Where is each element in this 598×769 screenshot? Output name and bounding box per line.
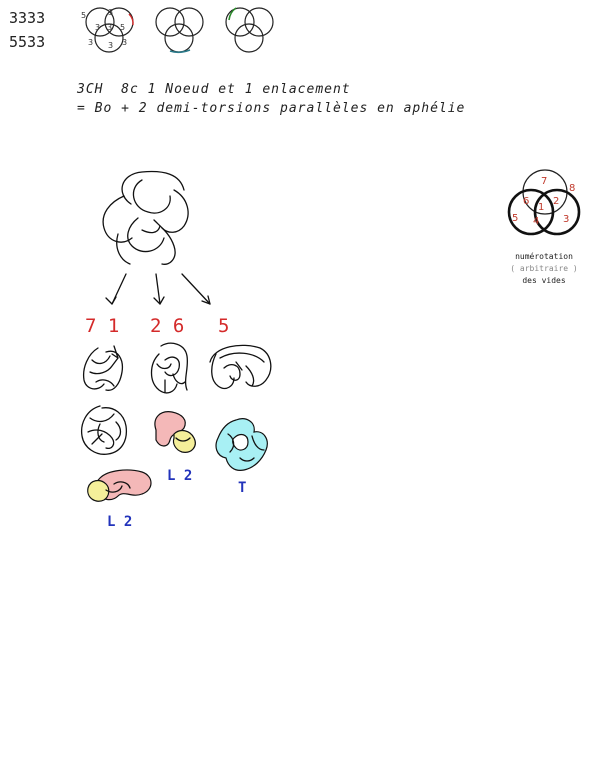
branch-number-right: 5 bbox=[218, 315, 230, 337]
branch-number-left: 7 1 bbox=[85, 315, 120, 337]
legend-line-1: numérotation bbox=[515, 252, 573, 261]
legend-line-3: des vides bbox=[522, 276, 566, 285]
linked-surface-right bbox=[214, 416, 270, 474]
region-number: 3 bbox=[107, 23, 113, 32]
code-5533: 5533 bbox=[9, 33, 46, 51]
region-number: 3 bbox=[108, 41, 114, 50]
borromean-diagram-numbered bbox=[78, 5, 144, 57]
borromean-diagram-green bbox=[218, 2, 284, 57]
surface-label-right: T bbox=[238, 480, 247, 496]
knot-5-diagram bbox=[206, 340, 274, 392]
linked-surface-left bbox=[84, 468, 156, 508]
linked-surface-middle bbox=[150, 408, 200, 454]
surface-label-middle: L 2 bbox=[167, 468, 193, 484]
knot-71-diagram bbox=[78, 342, 128, 394]
borromean-diagram-teal bbox=[148, 5, 214, 57]
arrows bbox=[100, 270, 220, 310]
region-number: 5 bbox=[81, 11, 87, 20]
region-number: 1 bbox=[538, 202, 545, 213]
region-number: 3 bbox=[95, 23, 101, 32]
branch-number-middle: 2 6 bbox=[150, 315, 185, 337]
caption-line-2: = Bo + 2 demi-torsions parallèles en aphélie bbox=[77, 101, 466, 116]
surface-label-left: L 2 bbox=[107, 514, 133, 530]
region-number: 3 bbox=[108, 8, 114, 17]
region-number: 4 bbox=[533, 216, 540, 227]
region-number: 8 bbox=[569, 183, 576, 194]
region-number: 3 bbox=[88, 38, 94, 47]
knot-26-diagram bbox=[147, 340, 193, 396]
region-number: 7 bbox=[541, 176, 548, 187]
legend-borromean-diagram bbox=[503, 168, 587, 240]
region-number: 6 bbox=[523, 196, 530, 207]
knot-drawing-row2-left bbox=[78, 402, 130, 458]
region-number: 2 bbox=[553, 196, 560, 207]
region-number: 5 bbox=[120, 23, 126, 32]
region-number: 3 bbox=[563, 214, 570, 225]
legend-line-2: ( arbitraire ) bbox=[510, 264, 578, 273]
region-number: 5 bbox=[512, 213, 519, 224]
main-knot-diagram bbox=[98, 168, 194, 272]
caption-line-1: 3CH 8c 1 Noeud et 1 enlacement bbox=[77, 82, 351, 97]
code-3333: 3333 bbox=[9, 9, 46, 27]
region-number: 3 bbox=[122, 38, 128, 47]
